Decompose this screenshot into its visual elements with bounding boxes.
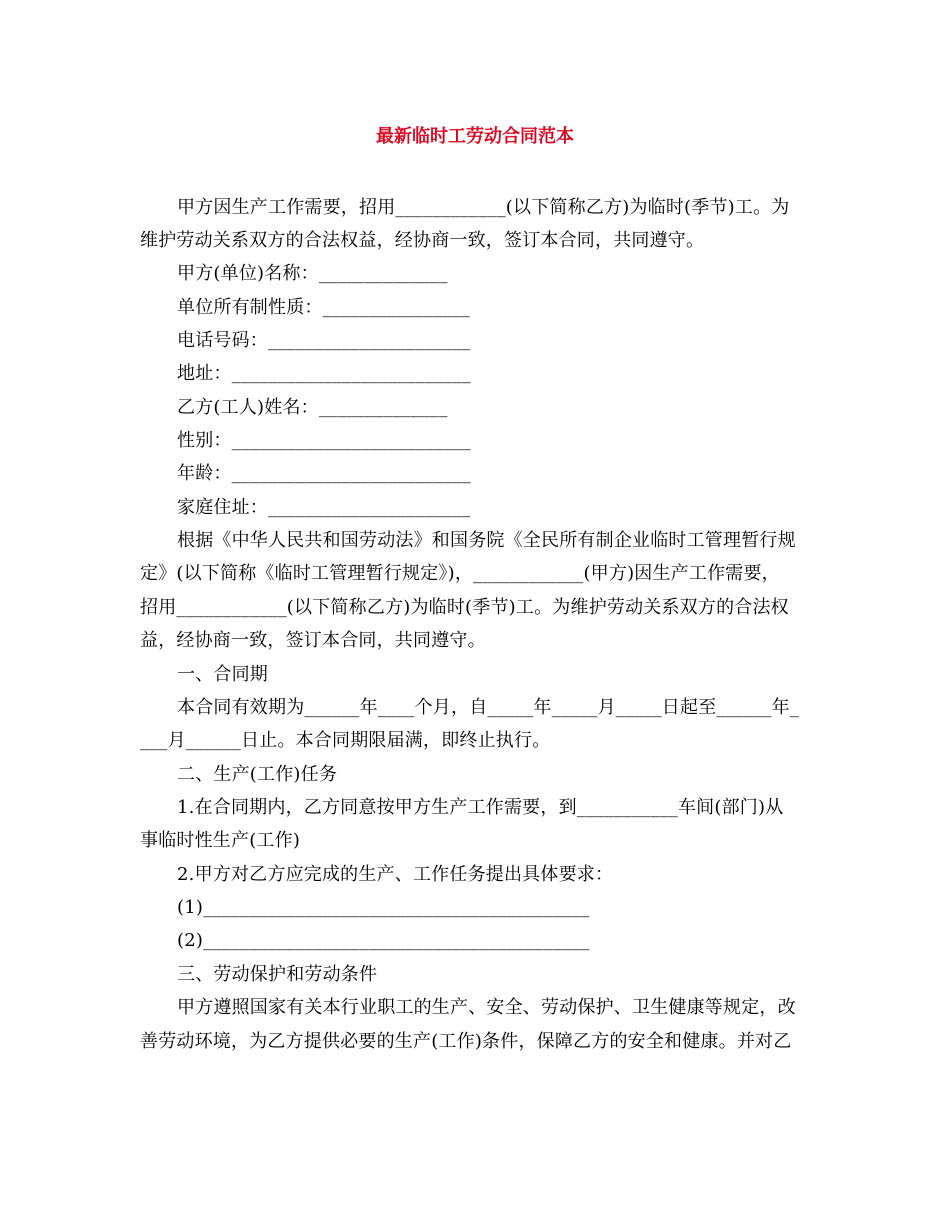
field-age: 年龄：__________________________	[177, 463, 471, 484]
paragraph-line: ___月______日止。本合同期限届满，即终止执行。	[140, 730, 551, 751]
paragraph-line: 善劳动环境，为乙方提供必要的生产(工作)条件，保障乙方的安全和健康。并对乙	[140, 1031, 792, 1052]
section-heading: 三、劳动保护和劳动条件	[177, 964, 378, 985]
field-ownership: 单位所有制性质：________________	[177, 297, 470, 318]
paragraph-line: 甲方因生产工作需要，招用____________(以下简称乙方)为临时(季节)工。为	[177, 197, 790, 218]
paragraph-line: 1.在合同期内，乙方同意按甲方生产工作需要，到___________车间(部门)从	[177, 797, 784, 818]
field-company-name: 甲方(单位)名称：______________	[177, 263, 448, 284]
paragraph-line: 根据《中华人民共和国劳动法》和国务院《全民所有制企业临时工管理暂行规	[177, 530, 796, 551]
field-address: 地址：__________________________	[177, 363, 471, 384]
section-heading: 二、生产(工作)任务	[177, 764, 338, 785]
paragraph-line: 招用____________(以下简称乙方)为临时(季节)工。为维护劳动关系双方的合法权	[140, 597, 789, 618]
section-heading: 一、合同期	[177, 664, 268, 685]
list-item: (2)__________________________________________	[177, 930, 590, 951]
paragraph-line: 本合同有效期为______年____个月，自_____年_____月_____日起至______年_	[177, 697, 799, 718]
paragraph-line: 维护劳动关系双方的合法权益，经协商一致，签订本合同，共同遵守。	[140, 230, 705, 251]
paragraph-line: 甲方遵照国家有关本行业职工的生产、安全、劳动保护、卫生健康等规定，改	[177, 997, 796, 1018]
paragraph-line: 事临时性生产(工作)	[140, 830, 301, 851]
field-phone: 电话号码：______________________	[177, 330, 471, 351]
paragraph-line: 益，经协商一致，签订本合同，共同遵守。	[140, 630, 486, 651]
list-item: (1)__________________________________________	[177, 897, 590, 918]
document-title: 最新临时工劳动合同范本	[376, 126, 574, 147]
field-gender: 性别：__________________________	[177, 430, 471, 451]
field-worker-name: 乙方(工人)姓名：______________	[177, 397, 448, 418]
field-home-address: 家庭住址：______________________	[177, 497, 471, 518]
paragraph-line: 2.甲方对乙方应完成的生产、工作任务提出具体要求：	[177, 864, 614, 885]
paragraph-line: 定》(以下简称《临时工管理暂行规定》)，____________(甲方)因生产工作需要，	[140, 563, 780, 584]
